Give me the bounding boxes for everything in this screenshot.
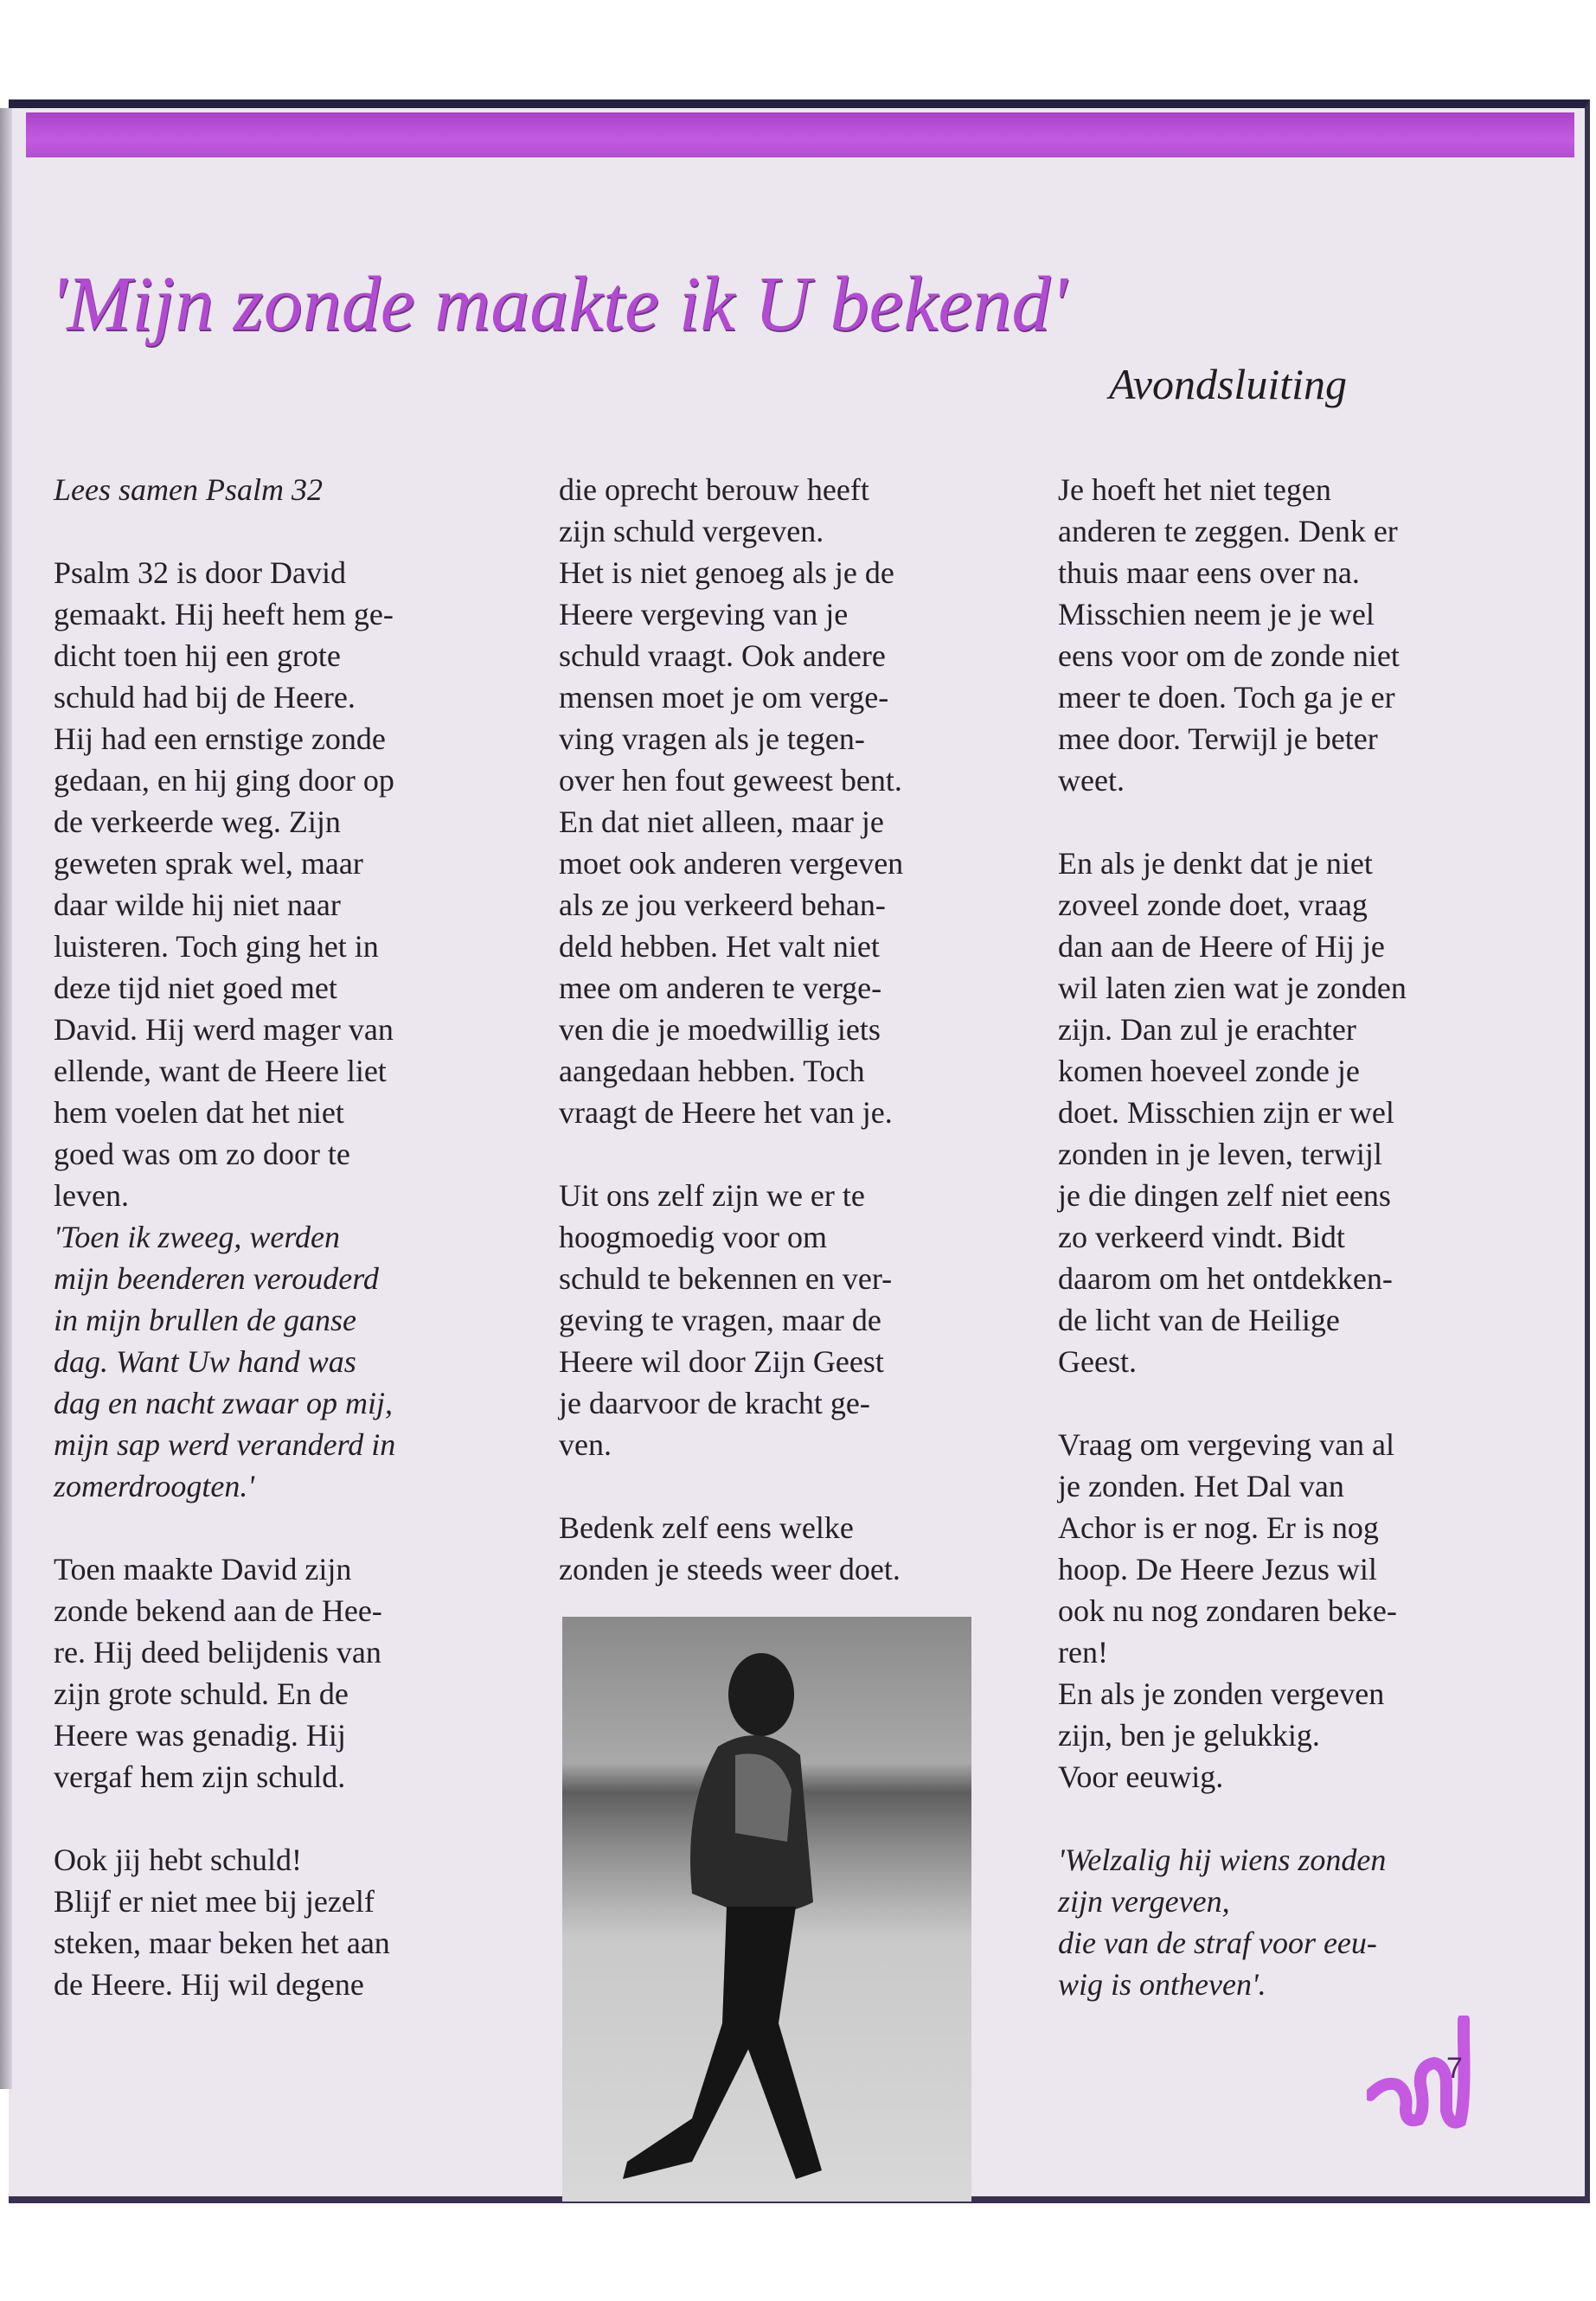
text-line: aangedaan hebben. Toch [559, 1054, 865, 1088]
text-line: de verkeerde weg. Zijn [54, 804, 341, 839]
text-line: schuld had bij de Heere. [54, 680, 356, 715]
text-line: mee om anderen te verge- [559, 971, 882, 1005]
text-line: goed was om zo door te [54, 1137, 350, 1171]
text-line: Je hoeft het niet tegen [1058, 472, 1331, 507]
text-line: steken, maar beken het aan [54, 1926, 390, 1960]
blank-line [1058, 801, 1407, 843]
text-line: hoogmoedig voor om [559, 1220, 827, 1254]
text-line: als ze jou verkeerd behan- [559, 888, 886, 922]
text-line: Toen maakte David zijn [54, 1552, 352, 1586]
text-line: gemaakt. Hij heeft hem ge- [54, 597, 394, 631]
text-line: zonden je steeds weer doet. [559, 1552, 901, 1586]
text-line: zomerdroogten.' [54, 1469, 255, 1503]
text-line: geweten sprak wel, maar [54, 846, 363, 881]
blank-line [559, 1465, 903, 1507]
text-line: de Heere. Hij wil degene [54, 1967, 364, 2002]
text-line: Achor is er nog. Er is nog [1058, 1510, 1379, 1545]
blank-line [1058, 1382, 1407, 1424]
text-line: zijn. Dan zul je erachter [1058, 1012, 1356, 1047]
text-line: ook nu nog zondaren beke- [1058, 1593, 1397, 1628]
text-line: Ook jij hebt schuld! [54, 1843, 302, 1877]
text-line: zijn vergeven, [1058, 1884, 1230, 1919]
blank-line [559, 1133, 903, 1175]
text-line: de licht van de Heilige [1058, 1303, 1340, 1337]
text-line: En dat niet alleen, maar je [559, 804, 884, 839]
text-line: daarom om het ontdekken- [1058, 1261, 1393, 1296]
text-line: zoveel zonde doet, vraag [1058, 888, 1368, 922]
text-line: Voor eeuwig. [1058, 1759, 1224, 1794]
text-line: hem voelen dat het niet [54, 1095, 344, 1130]
text-line: Blijf er niet mee bij jezelf [54, 1884, 375, 1919]
text-line: komen hoeveel zonde je [1058, 1054, 1360, 1088]
text-line: Misschien neem je je wel [1058, 597, 1375, 631]
text-line: zonde bekend aan de Hee- [54, 1593, 382, 1628]
text-line: eens voor om de zonde niet [1058, 638, 1400, 673]
text-line: ven die je moedwillig iets [559, 1012, 881, 1047]
photo-man-walking-on-beach [562, 1617, 971, 2202]
text-line: zijn, ben je gelukkig. [1058, 1718, 1320, 1753]
text-line: Psalm 32 is door David [54, 555, 346, 590]
text-line: zonden in je leven, terwijl [1058, 1137, 1382, 1171]
text-line: in mijn brullen de ganse [54, 1303, 356, 1337]
text-line: doet. Misschien zijn er wel [1058, 1095, 1394, 1130]
section-label: Avondsluiting [1109, 360, 1347, 408]
text-line: zijn grote schuld. En de [54, 1676, 349, 1711]
text-line: gedaan, en hij ging door op [54, 763, 394, 798]
text-line: geving te vragen, maar de [559, 1303, 881, 1337]
text-line: die van de straf voor eeu- [1058, 1926, 1377, 1960]
text-line: zo verkeerd vindt. Bidt [1058, 1220, 1345, 1254]
text-line: mensen moet je om verge- [559, 680, 889, 715]
text-line: ren! [1058, 1635, 1108, 1670]
text-line: vraagt de Heere het van je. [559, 1095, 893, 1130]
blank-line [1058, 1798, 1407, 1839]
text-line: Bedenk zelf eens welke [559, 1510, 854, 1545]
page-edge [0, 108, 12, 2089]
text-line: daar wilde hij niet naar [54, 888, 341, 922]
blank-line [54, 1507, 395, 1548]
text-line: Heere vergeving van je [559, 597, 849, 631]
text-line: Geest. [1058, 1344, 1137, 1379]
text-line: Vraag om vergeving van al [1058, 1427, 1395, 1462]
text-line: schuld te bekennen en ver- [559, 1261, 893, 1296]
text-line: meer te doen. Toch ga je er [1058, 680, 1395, 715]
text-line: Lees samen Psalm 32 [54, 472, 323, 507]
text-line: weet. [1058, 763, 1125, 798]
text-line: anderen te zeggen. Denk er [1058, 514, 1398, 548]
text-line: over hen fout geweest bent. [559, 763, 902, 798]
text-line: moet ook anderen vergeven [559, 846, 904, 881]
text-line: ellende, want de Heere liet [54, 1054, 387, 1088]
text-line: je die dingen zelf niet eens [1058, 1178, 1391, 1213]
text-line: mijn beenderen verouderd [54, 1261, 379, 1296]
text-line: je zonden. Het Dal van [1058, 1469, 1344, 1503]
text-column-1 [54, 469, 395, 2005]
text-line: leven. [54, 1178, 129, 1213]
text-line: David. Hij werd mager van [54, 1012, 394, 1047]
text-line: Uit ons zelf zijn we er te [559, 1178, 865, 1213]
text-line: 'Welzalig hij wiens zonden [1058, 1843, 1387, 1877]
text-line: deld hebben. Het valt niet [559, 929, 880, 964]
text-column-3 [1058, 469, 1407, 2005]
text-line: deze tijd niet goed met [54, 971, 337, 1005]
text-line: ven. [559, 1427, 612, 1462]
text-line: 'Toen ik zweeg, werden [54, 1220, 340, 1254]
text-line: Hij had een ernstige zonde [54, 721, 386, 756]
text-line: thuis maar eens over na. [1058, 555, 1360, 590]
page-number: 7 [1446, 2052, 1463, 2085]
text-line: dan aan de Heere of Hij je [1058, 929, 1385, 964]
text-line: Het is niet genoeg als je de [559, 555, 894, 590]
blank-line [54, 510, 395, 552]
text-line: mee door. Terwijl je beter [1058, 721, 1378, 756]
text-line: dag en nacht zwaar op mij, [54, 1386, 393, 1420]
text-line: wig is ontheven'. [1058, 1967, 1266, 2002]
text-line: hoop. De Heere Jezus wil [1058, 1552, 1377, 1586]
text-line: re. Hij deed belijdenis van [54, 1635, 381, 1670]
article-title: 'Mijn zonde maakte ik U bekend' [50, 261, 1067, 347]
text-line: En als je zonden vergeven [1058, 1676, 1385, 1711]
text-line: luisteren. Toch ging het in [54, 929, 379, 964]
text-line: zijn schuld vergeven. [559, 514, 824, 548]
text-line: Heere was genadig. Hij [54, 1718, 346, 1753]
text-line: dicht toen hij een grote [54, 638, 341, 673]
text-line: je daarvoor de kracht ge- [559, 1386, 870, 1420]
text-line: mijn sap werd veranderd in [54, 1427, 396, 1462]
header-color-band [26, 112, 1574, 157]
text-line: Heere wil door Zijn Geest [559, 1344, 884, 1379]
text-line: dag. Want Uw hand was [54, 1344, 356, 1379]
text-line: ving vragen als je tegen- [559, 721, 865, 756]
text-line: die oprecht berouw heeft [559, 472, 869, 507]
text-line: schuld vraagt. Ook andere [559, 638, 886, 673]
text-line: En als je denkt dat je niet [1058, 846, 1373, 881]
blank-line [54, 1798, 395, 1839]
text-line: wil laten zien wat je zonden [1058, 971, 1407, 1005]
text-line: vergaf hem zijn schuld. [54, 1759, 346, 1794]
text-column-2 [559, 469, 903, 1590]
